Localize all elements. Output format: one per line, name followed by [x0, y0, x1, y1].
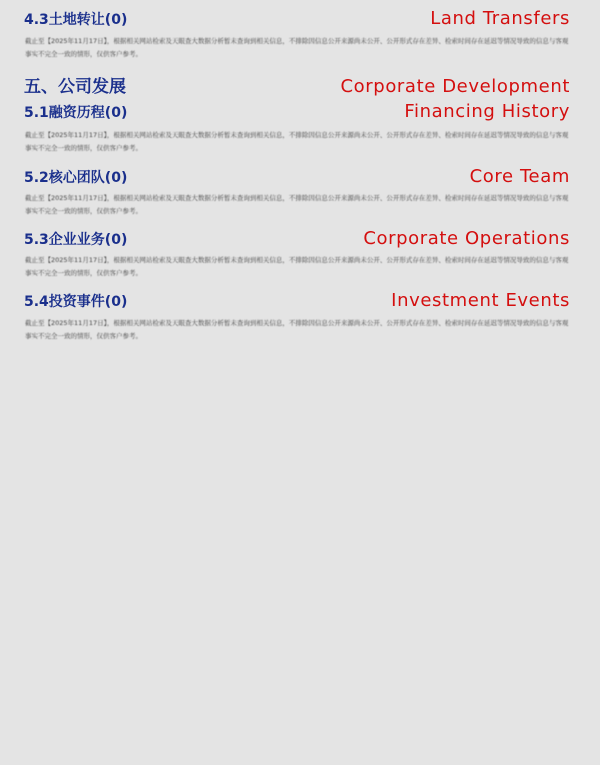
section-heading: 5.3企业业务(0)	[24, 232, 128, 248]
chapter-english-title: Corporate Development	[340, 76, 570, 97]
section-land-transfers-header	[24, 8, 570, 29]
section-land-transfers-body: 截止至【2025年11月17日】，根据相关网站检索及天眼查大数据分析暂未查询到相关信息，不排除因信息公开来源尚未公开、公开形式存在差异、检索时间存在延迟等情况导致的信息与客观事实不完全一致的情形，仅供客户参考。	[25, 37, 569, 58]
section-english-title: Corporate Operations	[363, 228, 570, 249]
chapter-heading: 五、公司发展	[24, 77, 126, 97]
section-heading: 4.3土地转让(0)	[24, 12, 128, 28]
section-financing-history-header	[24, 101, 570, 122]
section-heading: 5.1融资历程(0)	[24, 105, 128, 121]
section-english-title: Financing History	[404, 101, 570, 122]
section-english-title: Land Transfers	[430, 8, 570, 29]
section-heading: 5.4投资事件(0)	[24, 294, 128, 310]
section-corporate-operations-header	[24, 228, 570, 249]
section-english-title: Investment Events	[391, 290, 570, 311]
section-core-team-header	[24, 166, 570, 187]
section-core-team-body: 截止至【2025年11月17日】，根据相关网站检索及天眼查大数据分析暂未查询到相关信息，不排除因信息公开来源尚未公开、公开形式存在差异、检索时间存在延迟等情况导致的信息与客观事实不完全一致的情形，仅供客户参考。	[25, 194, 569, 215]
section-heading: 5.2核心团队(0)	[24, 170, 128, 186]
section-english-title: Core Team	[469, 166, 570, 187]
chapter-corporate-development-header	[24, 72, 570, 97]
section-investment-events-header	[24, 290, 570, 311]
section-investment-events-body: 截止至【2025年11月17日】，根据相关网站检索及天眼查大数据分析暂未查询到相关信息，不排除因信息公开来源尚未公开、公开形式存在差异、检索时间存在延迟等情况导致的信息与客观事实不完全一致的情形，仅供客户参考。	[25, 319, 569, 340]
section-corporate-operations-body: 截止至【2025年11月17日】，根据相关网站检索及天眼查大数据分析暂未查询到相关信息，不排除因信息公开来源尚未公开、公开形式存在差异、检索时间存在延迟等情况导致的信息与客观事实不完全一致的情形，仅供客户参考。	[25, 256, 569, 277]
section-financing-history-body: 截止至【2025年11月17日】，根据相关网站检索及天眼查大数据分析暂未查询到相关信息，不排除因信息公开来源尚未公开、公开形式存在差异、检索时间存在延迟等情况导致的信息与客观事实不完全一致的情形，仅供客户参考。	[25, 131, 569, 152]
